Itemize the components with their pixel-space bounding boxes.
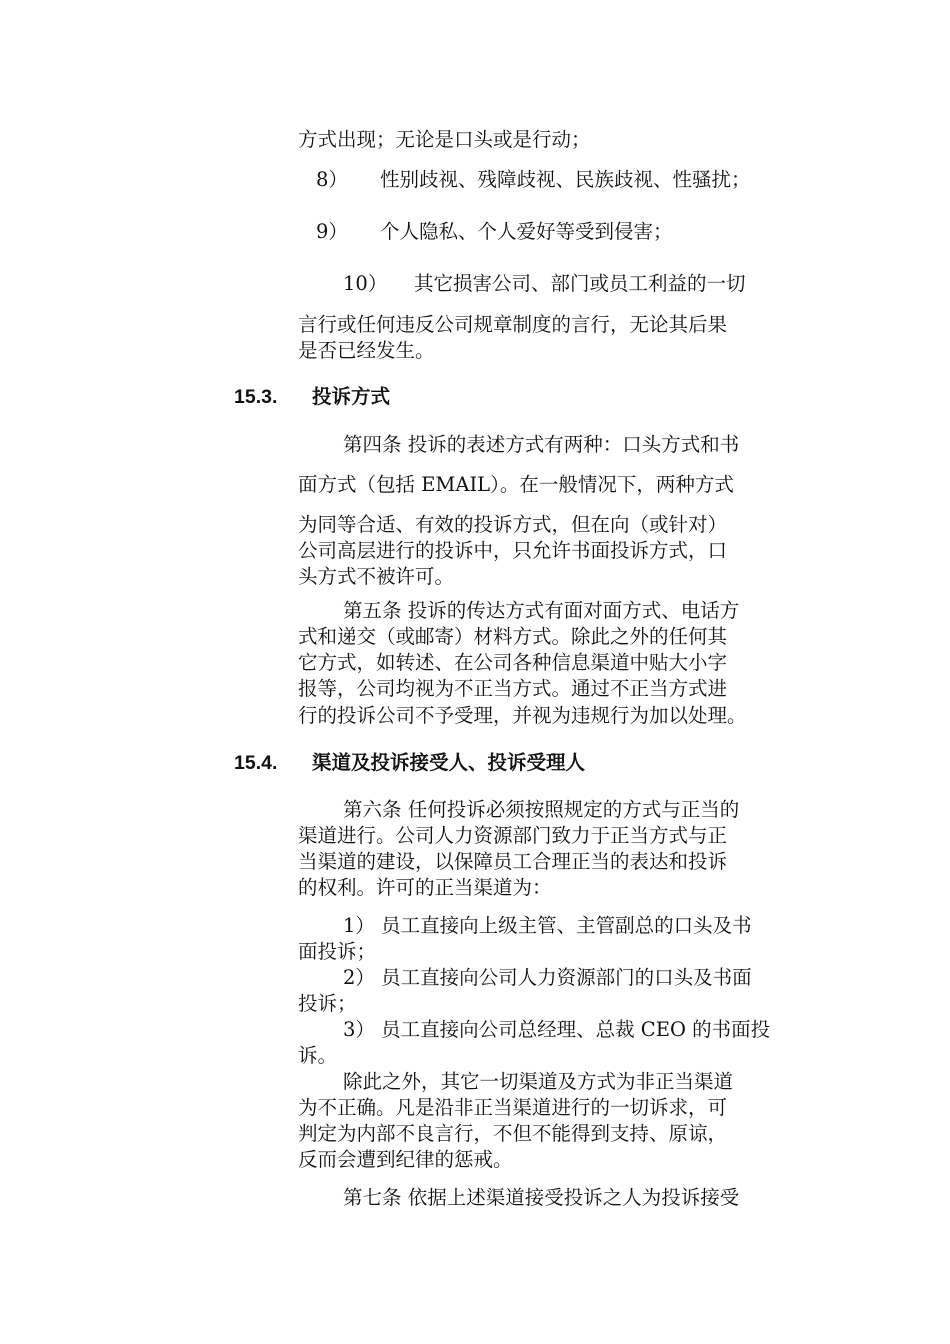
- list-item-text: 其它损害公司、部门或员工利益的一切: [414, 272, 746, 295]
- body-line: 它方式，如转述、在公司各种信息渠道中贴大小字: [298, 651, 728, 674]
- body-line: 面投诉；: [298, 940, 377, 963]
- list-number: 9）: [316, 220, 348, 243]
- body-line: 头方式不被许可。: [298, 565, 455, 588]
- list-number: 8）: [316, 168, 348, 191]
- body-line: 投诉；: [298, 992, 357, 1015]
- list-item-text: 2） 员工直接向公司人力资源部门的口头及书面: [343, 966, 752, 989]
- section-number: 15.3.: [234, 386, 278, 408]
- list-item-text: 1） 员工直接向上级主管、主管副总的口头及书: [343, 914, 752, 937]
- list-item-text: 3） 员工直接向公司总经理、总裁 CEO 的书面投: [343, 1018, 771, 1041]
- body-line: 是否已经发生。: [298, 339, 435, 362]
- body-line: 报等，公司均视为不正当方式。通过不正当方式进: [298, 677, 728, 700]
- body-line: 的权利。许可的正当渠道为：: [298, 876, 552, 899]
- body-line: 当渠道的建设，以保障员工合理正当的表达和投诉: [298, 850, 728, 873]
- body-line: 为同等合适、有效的投诉方式，但在向（或针对）: [298, 513, 728, 536]
- section-heading: 渠道及投诉接受人、投诉受理人: [312, 752, 586, 774]
- body-line: 公司高层进行的投诉中，只允许书面投诉方式，口: [298, 539, 728, 562]
- paragraph-first-line: 第五条 投诉的传达方式有面对面方式、电话方: [343, 599, 740, 622]
- paragraph-first-line: 第四条 投诉的表述方式有两种：口头方式和书: [343, 433, 740, 456]
- body-line: 言行或任何违反公司规章制度的言行，无论其后果: [298, 313, 728, 336]
- body-line: 方式出现；无论是口头或是行动；: [298, 128, 591, 151]
- body-line: 面方式（包括 EMAIL）。在一般情况下，两种方式: [298, 473, 734, 496]
- body-line: 为不正确。凡是沿非正当渠道进行的一切诉求，可: [298, 1096, 728, 1119]
- body-line: 判定为内部不良言行，不但不能得到支持、原谅，: [298, 1122, 728, 1145]
- section-heading: 投诉方式: [312, 386, 391, 408]
- section-number: 15.4.: [234, 752, 278, 774]
- body-line: 行的投诉公司不予受理，并视为违规行为加以处理。: [298, 704, 747, 727]
- paragraph-first-line: 第七条 依据上述渠道接受投诉之人为投诉接受: [343, 1186, 740, 1209]
- body-line: 渠道进行。公司人力资源部门致力于正当方式与正: [298, 824, 728, 847]
- list-item-text: 个人隐私、个人爱好等受到侵害；: [380, 220, 673, 243]
- paragraph-first-line: 第六条 任何投诉必须按照规定的方式与正当的: [343, 798, 740, 821]
- body-line: 反而会遭到纪律的惩戒。: [298, 1148, 513, 1171]
- list-item-text: 性别歧视、残障歧视、民族歧视、性骚扰；: [380, 168, 751, 191]
- body-line: 式和递交（或邮寄）材料方式。除此之外的任何其: [298, 625, 728, 648]
- paragraph-first-line: 除此之外，其它一切渠道及方式为非正当渠道: [343, 1070, 734, 1093]
- list-number: 10）: [343, 272, 388, 295]
- body-line: 诉。: [298, 1044, 338, 1067]
